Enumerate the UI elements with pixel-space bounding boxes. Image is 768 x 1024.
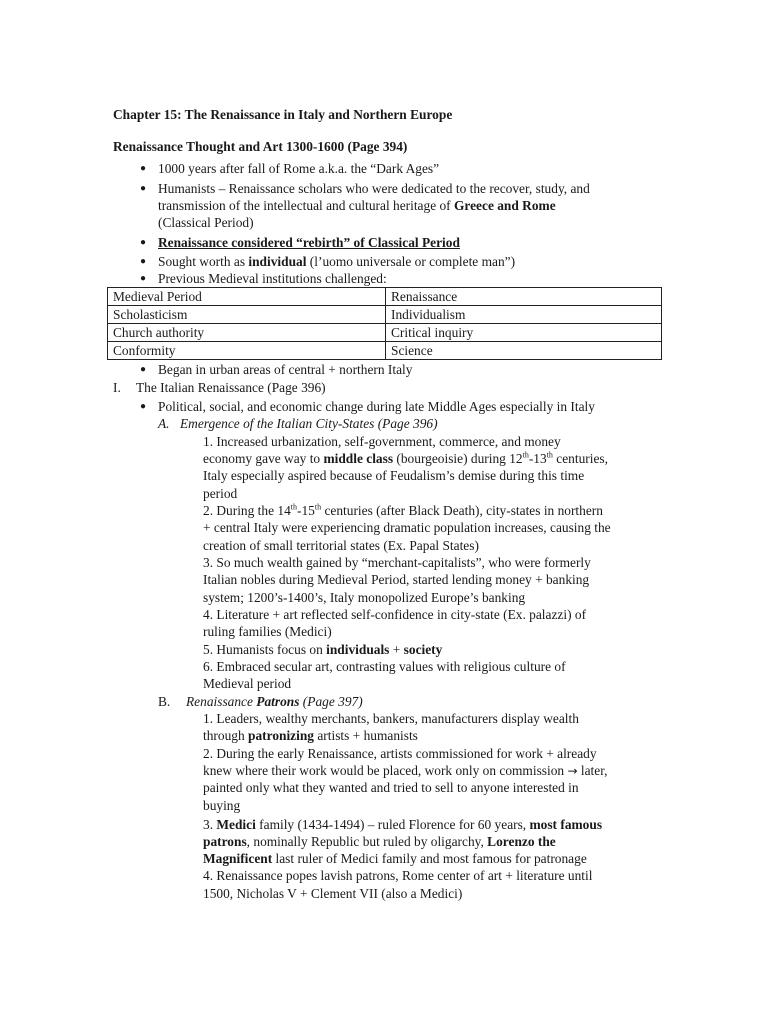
- bullet-icon: ●: [140, 273, 147, 284]
- bullet-political: Political, social, and economic change during late Middle Ages especially in Italy: [158, 399, 595, 414]
- list-item: buying: [203, 798, 241, 813]
- list-item: ruling families (Medici): [203, 624, 332, 639]
- table-cell: Scholasticism: [108, 306, 386, 324]
- bullet-dark-ages: 1000 years after fall of Rome a.k.a. the “Dark Ages”: [158, 161, 440, 176]
- list-item: 4. Renaissance popes lavish patrons, Rome center of art + literature until: [203, 868, 593, 883]
- subsection-a-letter: A.: [158, 416, 170, 431]
- list-item: 6. Embraced secular art, contrasting values with religious culture of: [203, 659, 566, 674]
- bullet-humanists-line1: Humanists – Renaissance scholars who were dedicated to the recover, study, and: [158, 181, 590, 196]
- table-row: [108, 324, 662, 342]
- table-row: [108, 288, 662, 306]
- list-item: Italy especially aspired because of Feudalism’s demise during this time: [203, 468, 585, 483]
- list-item: 1. Increased urbanization, self-government, commerce, and money: [203, 434, 561, 449]
- bullet-icon: ●: [140, 364, 147, 375]
- list-item: through patronizing artists + humanists: [203, 728, 418, 743]
- table-cell: Medieval Period: [108, 288, 386, 306]
- subsection-b-letter: B.: [158, 694, 171, 709]
- bullet-humanists-line3: (Classical Period): [158, 215, 254, 230]
- list-item: knew where their work would be placed, work only on commission → later,: [203, 763, 608, 778]
- list-item: creation of small territorial states (Ex. Papal States): [203, 538, 479, 553]
- list-item: 1500, Nicholas V + Clement VII (also a Medici): [203, 886, 463, 901]
- list-item: 5. Humanists focus on individuals + society: [203, 642, 443, 657]
- section-i-title: The Italian Renaissance (Page 396): [136, 380, 326, 395]
- table-cell: Conformity: [108, 342, 386, 360]
- right-arrow-icon: →: [567, 764, 578, 778]
- bullet-icon: ●: [140, 163, 147, 174]
- list-item: 3. Medici family (1434-1494) – ruled Florence for 60 years, most famous: [203, 817, 603, 832]
- bullet-icon: ●: [140, 183, 147, 194]
- list-item: Magnificent last ruler of Medici family and most famous for patronage: [203, 851, 587, 866]
- table-cell: Individualism: [386, 306, 662, 324]
- list-item: + central Italy were experiencing dramatic population increases, causing the: [203, 520, 611, 535]
- list-item: 2. During the 14th-15th centuries (after Black Death), city-states in northern: [203, 502, 603, 518]
- table-row: [108, 342, 662, 360]
- table-cell: Critical inquiry: [386, 324, 662, 342]
- chapter-title: Chapter 15: The Renaissance in Italy and Northern Europe: [113, 107, 453, 122]
- list-item: economy gave way to middle class (bourgeoisie) during 12th-13th centuries,: [203, 450, 608, 466]
- subsection-b-title: Renaissance Patrons (Page 397): [186, 694, 363, 709]
- list-item: painted only what they wanted and tried to sell to anyone interested in: [203, 780, 579, 795]
- bullet-individual: Sought worth as individual (l’uomo universale or complete man”): [158, 254, 516, 269]
- bullet-began: Began in urban areas of central + northern Italy: [158, 362, 413, 377]
- institutions-table: [107, 287, 662, 360]
- table-row: [108, 306, 662, 324]
- subsection-a-title: Emergence of the Italian City-States (Page 396): [180, 416, 438, 431]
- list-item: patrons, nominally Republic but ruled by oligarchy, Lorenzo the: [203, 834, 556, 849]
- bullet-challenged: Previous Medieval institutions challenged:: [158, 271, 387, 286]
- table-cell: Church authority: [108, 324, 386, 342]
- list-item: Medieval period: [203, 676, 292, 691]
- list-item: Italian nobles during Medieval Period, started lending money + banking: [203, 572, 590, 587]
- section-numeral: I.: [113, 380, 121, 395]
- list-item: 1. Leaders, wealthy merchants, bankers, manufacturers display wealth: [203, 711, 579, 726]
- list-item: 3. So much wealth gained by “merchant-capitalists”, who were formerly: [203, 555, 591, 570]
- bullet-icon: ●: [140, 237, 147, 248]
- list-item: 4. Literature + art reflected self-confidence in city-state (Ex. palazzi) of: [203, 607, 587, 622]
- bullet-icon: ●: [140, 256, 147, 267]
- section-title: Renaissance Thought and Art 1300-1600 (Page 394): [113, 139, 408, 154]
- list-item: period: [203, 486, 238, 501]
- bullet-icon: ●: [140, 401, 147, 412]
- list-item: system; 1200’s-1400’s, Italy monopolized Europe’s banking: [203, 590, 526, 605]
- table-cell: Renaissance: [386, 288, 662, 306]
- bullet-rebirth: Renaissance considered “rebirth” of Classical Period: [158, 235, 460, 250]
- table-cell: Science: [386, 342, 662, 360]
- bullet-humanists-line2: transmission of the intellectual and cultural heritage of Greece and Rome: [158, 198, 556, 213]
- list-item: 2. During the early Renaissance, artists commissioned for work + already: [203, 746, 597, 761]
